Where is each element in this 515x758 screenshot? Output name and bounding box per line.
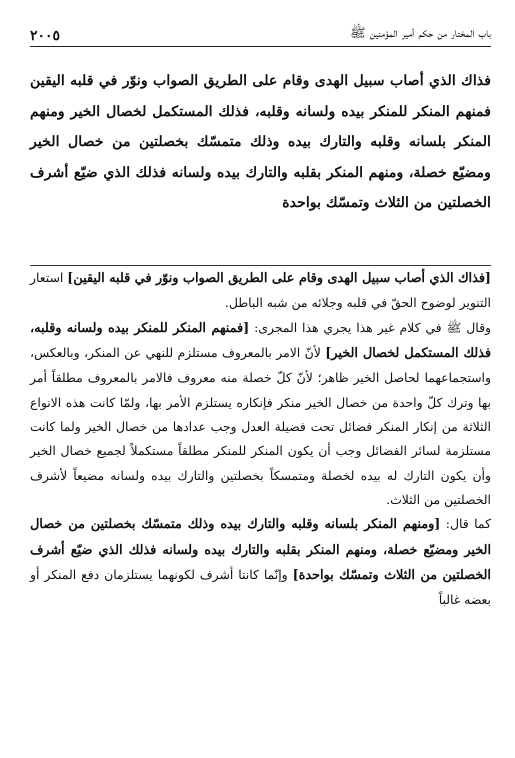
commentary-paragraph-2: [30, 316, 491, 513]
commentary-text: استعار التنوير لوضوح الحقّ في قلبه وجلائه من شبه الباطل.: [30, 270, 491, 311]
quoted-text: [فذاك الذي أصاب سبيل الهدى وقام على الطريق الصواب ونوّر في قلبه اليقين]: [67, 271, 491, 286]
quoted-text: [ومنهم المنكر بلسانه وقلبه والتارك بيده وذلك متمسّك بخصلتين من خصال الخير ومضيّع خصلة، ومنهم المنكر بقلبه والتارك بيده ولسانه فذلك الذي ضيّع أشرف الخصلتين من الثلاث وتمسّك بواحدة]: [30, 517, 491, 584]
running-head: باب المختار من حكم أمير المؤمنين ﷺ: [349, 26, 491, 41]
commentary-text: وقال ﷺ في كلام غير هذا يجري هذا المجرى:: [249, 319, 491, 335]
commentary-paragraph-1: [30, 266, 491, 316]
quoted-text: [فمنهم المنكر للمنكر بيده ولسانه وقلبه، فذلك المستكمل لخصال الخير]: [30, 320, 491, 362]
main-text-block: [30, 66, 491, 219]
commentary-paragraph-3: [30, 512, 491, 612]
commentary-text: وإنّما كانتا أشرف لكونهما يستلزمان دفع المنكر أو بعضه غالباً: [30, 567, 491, 608]
page-number: ٢٠٠٥: [30, 28, 61, 44]
commentary-block: [30, 266, 491, 613]
page-header: [30, 18, 491, 47]
commentary-text: كما قال:: [440, 516, 491, 532]
main-text: فذاك الذي أصاب سبيل الهدى وقام على الطريق الصواب ونوّر في قلبه اليقين فمنهم المنكر للمنكر بيده ولسانه وقلبه، فذلك المستكمل لخصال الخير ومنهم المنكر بلسانه وقلبه والتارك بيده وذلك متمسّك بخصلتين من خصال الخير ومضيّع خصلة، ومنهم المنكر بقلبه والتارك بيده ولسانه فذلك الذي ضيّع أشرف الخصلتين من الثلاث وتمسّك بواحدة: [30, 73, 491, 212]
commentary-text: لأنّ الامر بالمعروف مستلزم للنهي عن المنكر، وبالعكس، واستجماعهما لحاصل الخير ظاهر؛ لأنّ كلّ خصلة منه معروف فالامر بالمعروف مطلقاً أمر بها وترك كلّ واحدة من خصال الخير منكر فإنكاره يستلزم الأمر بها، ولمّا كانت هذه الانواع الثلاثة من إنكار المنكر فضائل تحت فضيلة العدل وجب عدادها من خصال الخير ولما كانت مستلزمة لسائر الفضائل وجب أن يكون المنكر للمنكر مطلقاً مستكملاً لجميع خصال الخير وأن يكون التارك له بيده لخصلة ومتمسكاً بخصلتين والتارك بيده ولسانه مضيعاً لأشرف الخصلتين من الثلاث.: [30, 345, 491, 508]
